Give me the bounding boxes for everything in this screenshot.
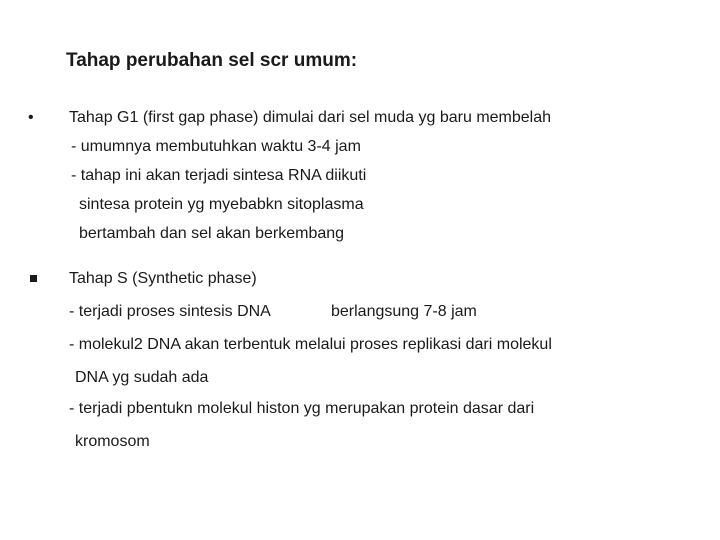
section1-line-2: - tahap ini akan terjadi sintesa RNA diikuti [71,167,367,184]
section1-heading: Tahap G1 (first gap phase) dimulai dari sel muda yg baru membelah [69,109,552,126]
section2-line-2: - molekul2 DNA akan terbentuk melalui proses replikasi dari molekul [69,336,552,353]
section2-line-3: DNA yg sudah ada [75,369,209,386]
bullet-dot-icon: • [28,109,34,126]
section1-line-3: sintesa protein yg myebabkn sitoplasma [79,196,364,213]
section2-line-1-left: - terjadi proses sintesis DNA [69,303,271,320]
section1-line-4: bertambah dan sel akan berkembang [79,225,345,242]
section2-line-1-right: berlangsung 7-8 jam [331,303,477,320]
slide-title: Tahap perubahan sel scr umum: [66,50,358,71]
section2-line-5: kromosom [75,433,150,450]
bullet-square-icon [30,275,37,282]
section1-line-1: - umumnya membutuhkan waktu 3-4 jam [71,138,361,155]
section2-heading: Tahap S (Synthetic phase) [69,270,257,287]
section2-line-4: - terjadi pbentukn molekul histon yg merupakan protein dasar dari [69,400,535,417]
